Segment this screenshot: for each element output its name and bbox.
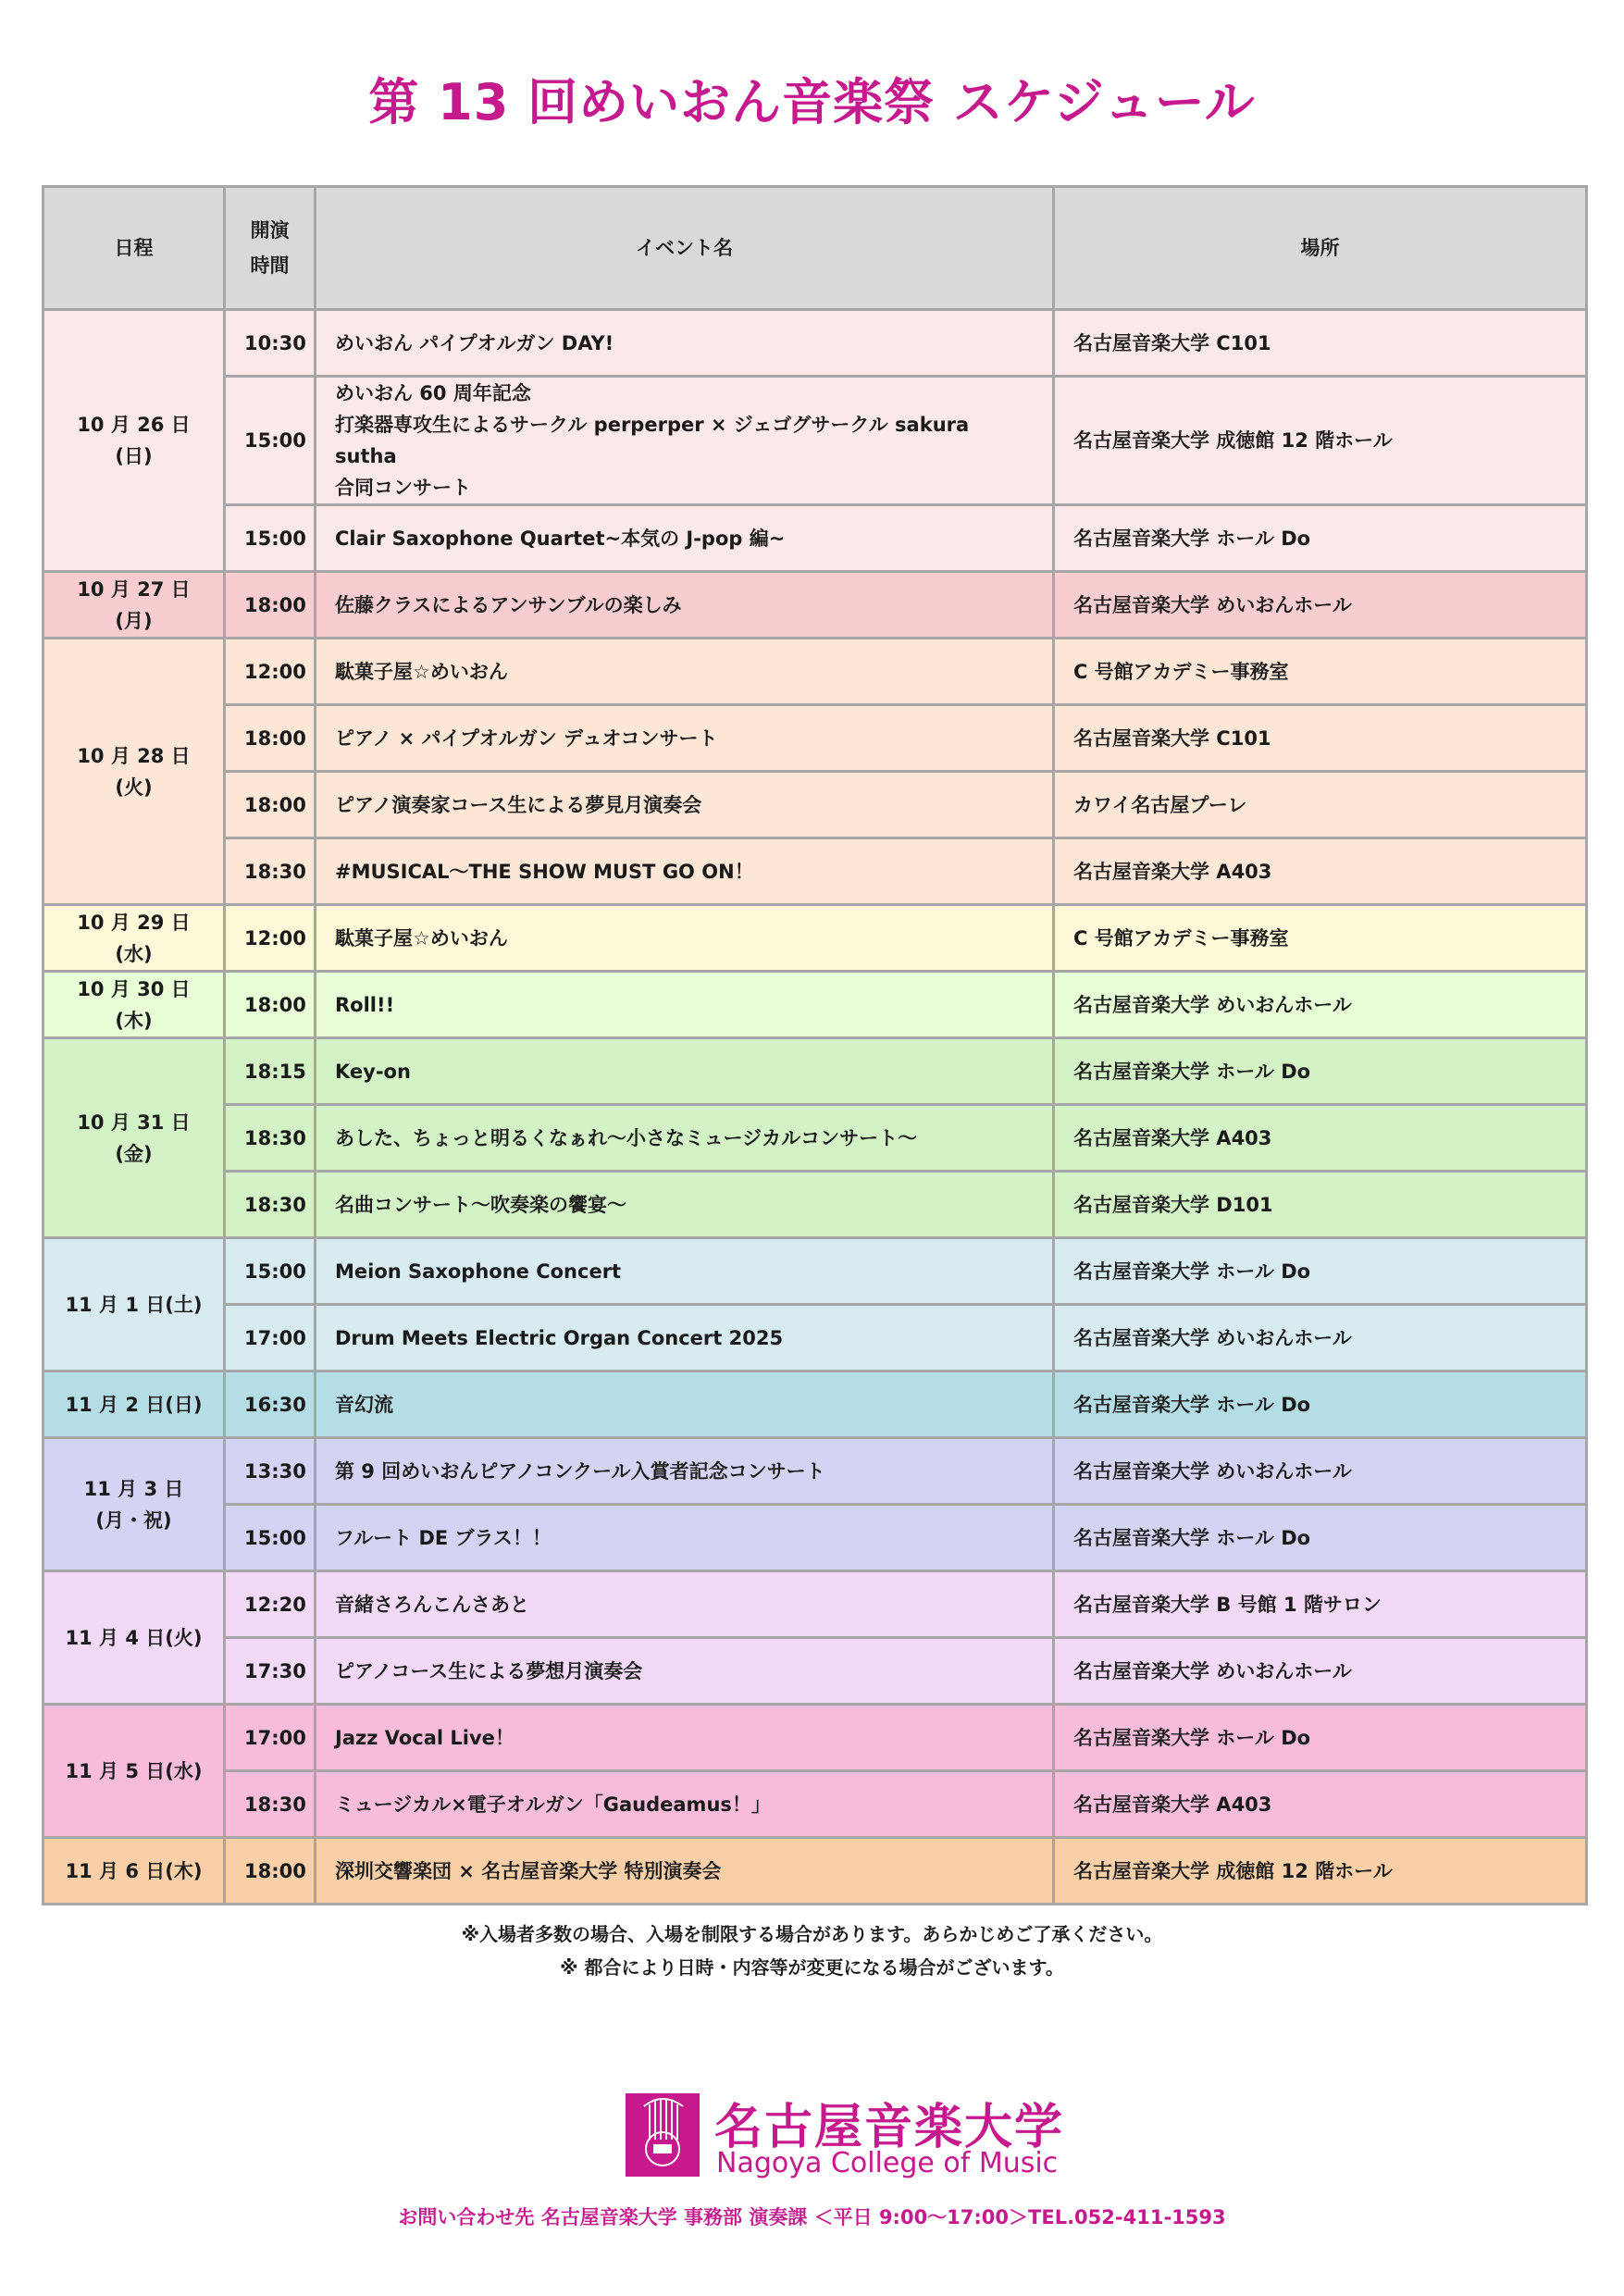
venue-cell: 名古屋音楽大学 B 号館 1 階サロン [1055, 1572, 1585, 1636]
schedule-table-wrap [42, 185, 1582, 1905]
page-title: 第 13 回めいおん音楽祭 スケジュール [368, 73, 1256, 131]
venue-cell: 名古屋音楽大学 D101 [1055, 1173, 1585, 1236]
time-cell: 18:15 [226, 1039, 314, 1103]
venue-cell: 名古屋音楽大学 ホール Do [1055, 1506, 1585, 1570]
venue-cell: 名古屋音楽大学 ホール Do [1055, 1706, 1585, 1769]
footnotes [0, 1917, 1624, 1984]
date-cell: 10 月 28 日(火) [44, 639, 223, 903]
venue-cell: 名古屋音楽大学 A403 [1055, 839, 1585, 903]
event-cell: めいおん パイプオルガン DAY! [316, 311, 1052, 375]
table-row [44, 1106, 1585, 1170]
date-cell: 11 月 6 日(木) [44, 1839, 223, 1903]
time-cell: 17:00 [226, 1306, 314, 1370]
time-cell: 15:00 [226, 506, 314, 570]
event-cell: 佐藤クラスによるアンサンブルの楽しみ [316, 573, 1052, 637]
date-cell: 11 月 2 日(日) [44, 1372, 223, 1436]
venue-cell: カワイ名古屋プーレ [1055, 773, 1585, 837]
time-cell: 17:30 [226, 1639, 314, 1703]
table-row [44, 1039, 1585, 1103]
date-cell: 11 月 3 日(月・祝) [44, 1439, 223, 1570]
college-emblem-icon [626, 2093, 700, 2177]
time-cell: 18:30 [226, 1106, 314, 1170]
date-cell: 11 月 4 日(火) [44, 1572, 223, 1703]
event-cell: 第 9 回めいおんピアノコンクール入賞者記念コンサート [316, 1439, 1052, 1503]
time-cell: 18:00 [226, 773, 314, 837]
time-cell: 17:00 [226, 1706, 314, 1769]
time-cell: 18:00 [226, 973, 314, 1036]
event-cell: ピアノ演奏家コース生による夢見月演奏会 [316, 773, 1052, 837]
date-cell: 11 月 5 日(水) [44, 1706, 223, 1836]
college-name-jp: 名古屋音楽大学 [714, 2100, 1065, 2155]
venue-cell: 名古屋音楽大学 めいおんホール [1055, 573, 1585, 637]
time-cell: 18:30 [226, 839, 314, 903]
table-row [44, 1173, 1585, 1236]
table-row [44, 1572, 1585, 1636]
venue-cell: 名古屋音楽大学 成徳館 12 階ホール [1055, 1839, 1585, 1903]
date-cell: 10 月 29 日(水) [44, 906, 223, 970]
date-cell: 10 月 31 日(金) [44, 1039, 223, 1236]
table-row [44, 573, 1585, 637]
footnote: ※ 都合により日時・内容等が変更になる場合がございます。 [560, 1956, 1064, 1979]
table-row [44, 706, 1585, 770]
table-row [44, 506, 1585, 570]
event-cell: Roll!! [316, 973, 1052, 1036]
table-row [44, 639, 1585, 703]
table-row [44, 1639, 1585, 1703]
event-cell: あした、ちょっと明るくなぁれ～小さなミュージカルコンサート～ [316, 1106, 1052, 1170]
venue-cell: 名古屋音楽大学 めいおんホール [1055, 973, 1585, 1036]
venue-cell: 名古屋音楽大学 ホール Do [1055, 506, 1585, 570]
time-cell: 12:20 [226, 1572, 314, 1636]
time-cell: 12:00 [226, 906, 314, 970]
header-date: 日程 [44, 188, 223, 308]
venue-cell: C 号館アカデミー事務室 [1055, 639, 1585, 703]
venue-cell: C 号館アカデミー事務室 [1055, 906, 1585, 970]
table-row [44, 1439, 1585, 1503]
time-cell: 18:00 [226, 706, 314, 770]
time-cell: 10:30 [226, 311, 314, 375]
time-cell: 15:00 [226, 1239, 314, 1303]
event-cell: 名曲コンサート～吹奏楽の饗宴～ [316, 1173, 1052, 1236]
table-row [44, 839, 1585, 903]
date-cell: 10 月 30 日(木) [44, 973, 223, 1036]
time-cell: 15:00 [226, 1506, 314, 1570]
event-cell: Meion Saxophone Concert [316, 1239, 1052, 1303]
venue-cell: 名古屋音楽大学 ホール Do [1055, 1372, 1585, 1436]
college-logo [626, 2093, 1065, 2182]
table-row [44, 973, 1585, 1036]
table-row [44, 1506, 1585, 1570]
event-cell: Drum Meets Electric Organ Concert 2025 [316, 1306, 1052, 1370]
event-cell: 駄菓子屋☆めいおん [316, 639, 1052, 703]
event-cell: #MUSICAL～THE SHOW MUST GO ON！ [316, 839, 1052, 903]
event-cell: 深圳交響楽団 × 名古屋音楽大学 特別演奏会 [316, 1839, 1052, 1903]
table-row [44, 1306, 1585, 1370]
schedule-body [44, 311, 1585, 1903]
date-cell: 10 月 26 日(日) [44, 311, 223, 570]
schedule-table [42, 185, 1588, 1905]
venue-cell: 名古屋音楽大学 めいおんホール [1055, 1639, 1585, 1703]
table-row [44, 1706, 1585, 1769]
event-cell: 駄菓子屋☆めいおん [316, 906, 1052, 970]
event-cell: めいおん 60 周年記念 打楽器専攻生によるサークル perperper × ジェゴグサークル sakura sutha 合同コンサート [316, 378, 1052, 503]
time-cell: 18:30 [226, 1772, 314, 1836]
venue-cell: 名古屋音楽大学 A403 [1055, 1106, 1585, 1170]
venue-cell: 名古屋音楽大学 成徳館 12 階ホール [1055, 378, 1585, 503]
venue-cell: 名古屋音楽大学 C101 [1055, 311, 1585, 375]
time-cell: 12:00 [226, 639, 314, 703]
table-row [44, 773, 1585, 837]
event-cell: Clair Saxophone Quartet~本気の J-pop 編~ [316, 506, 1052, 570]
table-row [44, 311, 1585, 375]
time-cell: 18:30 [226, 1173, 314, 1236]
time-cell: 18:00 [226, 573, 314, 637]
event-cell: 音緒さろんこんさあと [316, 1572, 1052, 1636]
venue-cell: 名古屋音楽大学 ホール Do [1055, 1239, 1585, 1303]
table-row [44, 1239, 1585, 1303]
table-row [44, 1839, 1585, 1903]
college-name-en: Nagoya College of Music [716, 2147, 1059, 2179]
date-cell: 11 月 1 日(土) [44, 1239, 223, 1370]
event-cell: 音幻流 [316, 1372, 1052, 1436]
time-cell: 18:00 [226, 1839, 314, 1903]
footnote: ※入場者多数の場合、入場を制限する場合があります。あらかじめご了承ください。 [461, 1923, 1163, 1945]
venue-cell: 名古屋音楽大学 めいおんホール [1055, 1306, 1585, 1370]
header-event: イベント名 [316, 188, 1052, 308]
time-cell: 15:00 [226, 378, 314, 503]
table-header-row [44, 188, 1585, 308]
event-cell: Key-on [316, 1039, 1052, 1103]
event-cell: ピアノコース生による夢想月演奏会 [316, 1639, 1052, 1703]
header-venue: 場所 [1055, 188, 1585, 308]
table-row [44, 378, 1585, 503]
time-cell: 13:30 [226, 1439, 314, 1503]
venue-cell: 名古屋音楽大学 ホール Do [1055, 1039, 1585, 1103]
venue-cell: 名古屋音楽大学 C101 [1055, 706, 1585, 770]
date-cell: 10 月 27 日(月) [44, 573, 223, 637]
event-cell: ミュージカル×電子オルガン「Gaudeamus！」 [316, 1772, 1052, 1836]
event-cell: Jazz Vocal Live！ [316, 1706, 1052, 1769]
time-cell: 16:30 [226, 1372, 314, 1436]
table-row [44, 1372, 1585, 1436]
venue-cell: 名古屋音楽大学 めいおんホール [1055, 1439, 1585, 1503]
event-cell: ピアノ × パイプオルガン デュオコンサート [316, 706, 1052, 770]
header-time: 開演 時間 [226, 188, 314, 308]
table-row [44, 906, 1585, 970]
venue-cell: 名古屋音楽大学 A403 [1055, 1772, 1585, 1836]
event-cell: フルート DE ブラス！！ [316, 1506, 1052, 1570]
contact-info: お問い合わせ先 名古屋音楽大学 事務部 演奏課 ＜平日 9:00～17:00＞TEL.052-411-1593 [398, 2206, 1226, 2228]
table-row [44, 1772, 1585, 1836]
